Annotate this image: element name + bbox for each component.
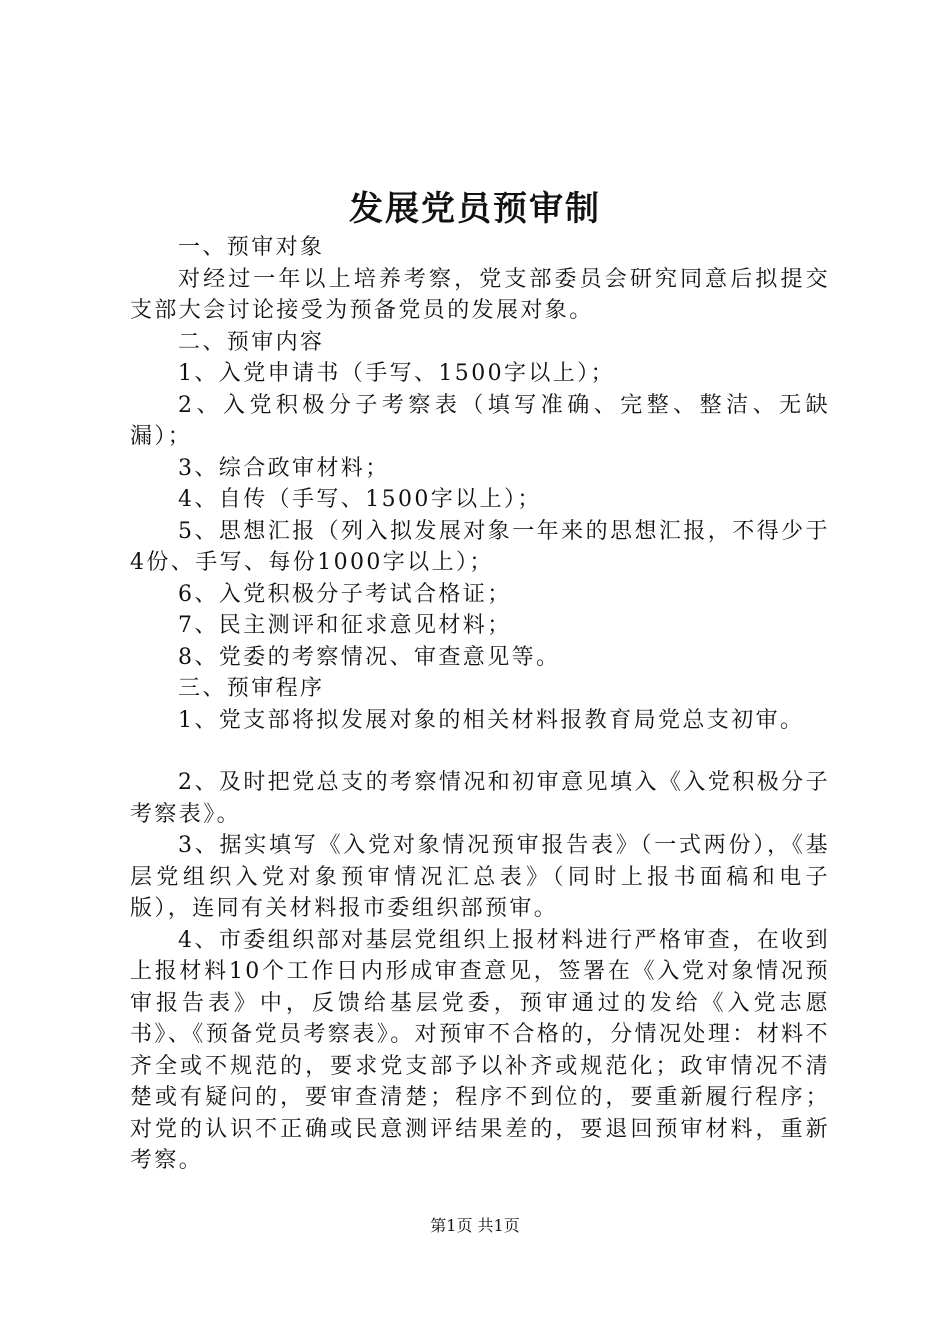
list-item: 6、入党积极分子考试合格证； [178, 581, 512, 607]
list-item: 3、据实填写《入党对象情况预审报告表》（一式两份），《基层党组织入党对象预审情况汇总表》（同时上报书面稿和电子版），连同有关材料报市委组织部预审。 [130, 833, 830, 921]
paragraph: 对经过一年以上培养考察，党支部委员会研究同意后拟提交支部大会讨论接受为预备党员的发展对象。 [130, 266, 830, 323]
list-item: 8、党委的考察情况、审查意见等。 [178, 644, 561, 670]
list-item: 3、综合政审材料； [178, 455, 390, 481]
list-item: 7、民主测评和征求意见材料； [178, 613, 512, 638]
section-heading: 三、预审程序 [178, 676, 325, 701]
list-item: 5、思想汇报（列入拟发展对象一年来的思想汇报，不得少于4份、手写、每份1000字以上）； [130, 518, 830, 575]
list-item: 2、入党积极分子考察表（填写准确、完整、整洁、无缺漏）； [130, 392, 830, 449]
list-item: 1、党支部将拟发展对象的相关材料报教育局党总支初审。 [178, 707, 805, 733]
document-body [130, 232, 830, 1177]
list-item: 4、自传（手写、1500字以上）； [178, 487, 542, 512]
document-title: 发展党员预审制 [349, 189, 601, 229]
list-item: 4、市委组织部对基层党组织上报材料进行严格审查，在收到上报材料10个工作日内形成审查意见，签署在《入党对象情况预审报告表》中，反馈给基层党委，预审通过的发给《入党志愿书》、《预备党员考察表》。对预审不合格的，分情况处理：材料不齐全或不规范的，要求党支部予以补齐或规范化；政审情况不清楚或有疑问的，要审查清楚；程序不到位的，要重新履行程序；对党的认识不正确或民意测评结果差的，要退回预审材料，重新考察。 [130, 927, 830, 1173]
blank-line [130, 736, 830, 767]
section-heading: 一、预审对象 [178, 235, 325, 260]
list-item: 2、及时把党总支的考察情况和初审意见填入《入党积极分子考察表》。 [130, 770, 830, 827]
list-item: 1、入党申请书（手写、1500字以上）； [178, 361, 615, 386]
page-footer: 第1页 共1页 [430, 1216, 520, 1235]
section-heading: 二、预审内容 [178, 329, 325, 355]
